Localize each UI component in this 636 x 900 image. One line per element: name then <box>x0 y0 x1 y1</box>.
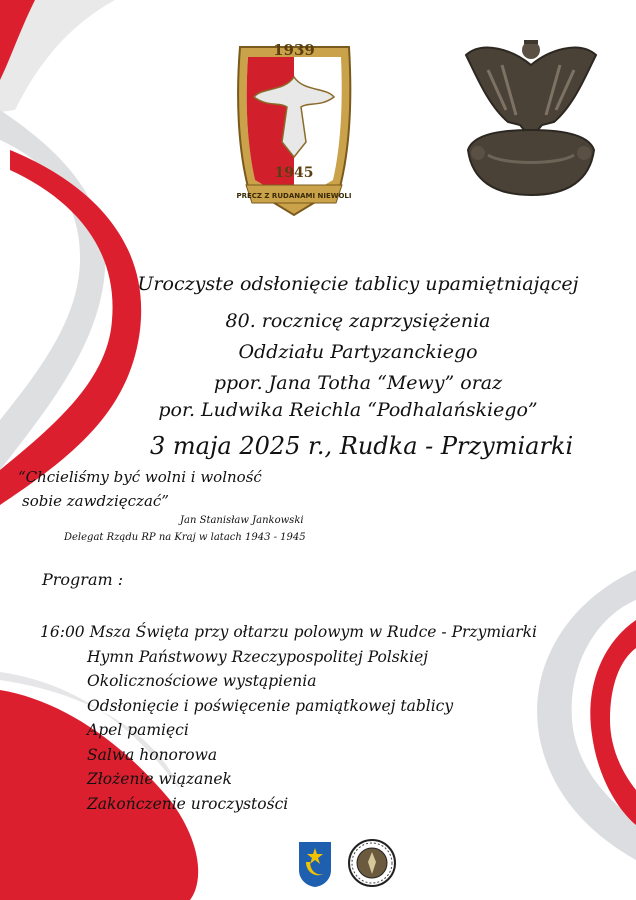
quote-author: Jan Stanisław Jankowski <box>180 515 304 526</box>
program-item-mass: 16:00 Msza Święta przy ołtarzu polowym w Rudce - Przymiarki <box>40 623 537 641</box>
badge-year-bottom: 1945 <box>274 165 314 181</box>
title-line-1: Uroczyste odsłonięcie tablicy upamiętniającej <box>137 273 579 295</box>
association-emblem-logo <box>347 838 397 888</box>
quote-line-2: sobie zawdzięczać” <box>22 492 169 510</box>
ribbon-right-white <box>537 570 636 860</box>
badge-motto: PRECZ Z RUDANAMI NIEWOLI <box>236 192 352 200</box>
title-line-2: 80. rocznicę zaprzysiężenia <box>225 310 491 332</box>
program-item: Odsłonięcie i poświęcenie pamiątkowej tablicy <box>87 696 454 715</box>
military-eagle-emblem-image <box>458 30 603 200</box>
municipal-coat-of-arms-logo <box>297 840 333 888</box>
quote-block <box>18 465 308 513</box>
program-item: Apel pamięci <box>87 721 189 739</box>
title-line-4: ppor. Jana Totha “Mewy” oraz <box>213 372 503 394</box>
program-item: Salwa honorowa <box>87 745 218 764</box>
program-item: Hymn Państwowy Rzeczypospolitej Polskiej <box>87 647 429 666</box>
quote-line-1: “Chcieliśmy być wolni i wolność <box>18 468 262 486</box>
badge-year-top: 1939 <box>273 41 315 59</box>
quote-author-role: Delegat Rządu RP na Kraj w latach 1943 - 1945 <box>64 532 306 543</box>
program-list <box>40 620 537 816</box>
program-item: Okolicznościowe wystąpienia <box>87 672 317 690</box>
program-item: Zakończenie uroczystości <box>87 794 289 813</box>
event-date-location: 3 maja 2025 r., Rudka - Przymiarki <box>150 432 574 460</box>
program-heading: Program : <box>42 570 124 589</box>
commemorative-badge-image <box>232 37 357 222</box>
program-item: Złożenie wiązanek <box>87 770 232 788</box>
title-line-3: Oddziału Partyzanckiego <box>238 341 478 363</box>
title-line-5: por. Ludwika Reichla “Podhalańskiego” <box>158 399 538 421</box>
